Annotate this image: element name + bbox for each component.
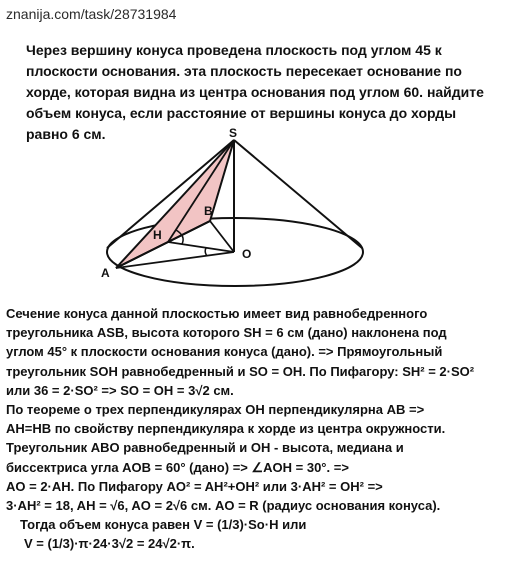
segment-oh <box>168 242 234 252</box>
cone-right-generator <box>234 140 362 248</box>
solution-line: Тогда объем конуса равен V = (1/3)·So·H или <box>20 517 307 533</box>
solution-line: По теореме о трех перпендикулярах OH перпендикулярна AB => <box>6 402 425 418</box>
problem-line: Через вершину конуса проведена плоскость под углом 45 к <box>26 42 442 58</box>
solution-text <box>6 304 526 554</box>
solution-line: 3·AH² = 18, AH = √6, AO = 2√6 см. AO = R (радиус основания конуса). <box>6 498 441 514</box>
solution-line: Сечение конуса данной плоскостью имеет вид равнобедренного <box>6 306 428 321</box>
solution-line: или 36 = 2·SO² => SO = OH = 3√2 см. <box>6 382 234 398</box>
solution-line: V = (1/3)·π·24·3√2 = 24√2·π. <box>24 536 195 552</box>
source-url: znanija.com/task/28731984 <box>6 6 177 22</box>
solution-line: биссектриса угла AOB = 60° (дано) => ∠AOH = 30°. => <box>6 459 349 475</box>
angle-arc-o <box>205 248 207 256</box>
label-a: A <box>101 266 110 280</box>
solution-line: треугольника ASB, высота которого SH = 6 см (дано) наклонена под <box>6 325 447 341</box>
cone-figure <box>0 120 529 300</box>
label-h: H <box>153 228 162 242</box>
problem-line: объем конуса, если расстояние от вершины конуса до хорды <box>26 105 457 121</box>
problem-line: плоскости основания. эта плоскость пересекает основание по <box>26 63 462 79</box>
solution-line: углом 45° к плоскости основания конуса (дано). => Прямоугольный <box>6 344 443 360</box>
problem-line: равно 6 см. <box>26 126 106 142</box>
segment-ob <box>210 221 234 252</box>
solution-line: Треугольник ABO равнобедренный и OH - высота, медиана и <box>6 440 404 456</box>
solution-line: AH=HB по свойству перпендикуляра к хорде из центра окружности. <box>6 421 446 437</box>
segment-sh <box>168 140 234 242</box>
problem-line: хорде, которая видна из центра основания под углом 60. найдите <box>26 84 484 100</box>
label-o: O <box>242 247 252 261</box>
label-b: B <box>204 204 213 218</box>
label-s: S <box>229 126 238 140</box>
solution-line: треугольник SOH равнобедренный и SO = OH. По Пифагору: SH² = 2·SO² <box>6 363 475 379</box>
solution-line: AO = 2·AH. По Пифагору AO² = AH²+OH² или 3·AH² = OH² => <box>6 478 383 494</box>
